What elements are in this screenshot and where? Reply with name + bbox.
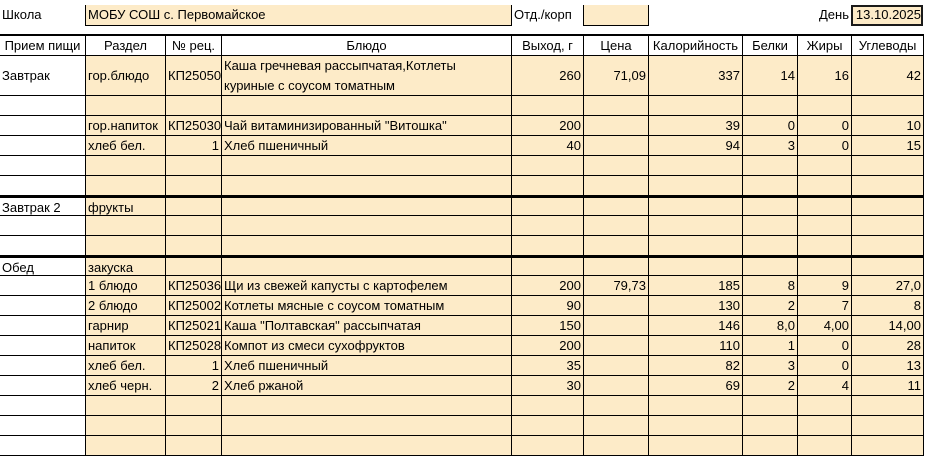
school-value[interactable]: МОБУ СОШ с. Первомайское bbox=[85, 5, 511, 26]
price-cell[interactable] bbox=[583, 236, 648, 256]
fat-cell[interactable]: 0 bbox=[797, 136, 851, 156]
section-cell[interactable]: гор.напиток bbox=[85, 116, 165, 136]
calories-cell[interactable] bbox=[648, 176, 742, 196]
carbs-cell[interactable]: 8 bbox=[851, 296, 923, 316]
protein-cell[interactable] bbox=[742, 176, 797, 196]
header-calories: Калорийность bbox=[648, 34, 742, 56]
protein-cell[interactable]: 2 bbox=[742, 296, 797, 316]
protein-cell[interactable] bbox=[742, 216, 797, 236]
carbs-cell[interactable] bbox=[851, 156, 923, 176]
recipe-number-cell[interactable]: КП25021 bbox=[165, 316, 221, 336]
recipe-number-cell[interactable] bbox=[165, 236, 221, 256]
recipe-number-cell[interactable]: КП25002 bbox=[165, 296, 221, 316]
dish-cell[interactable]: Хлеб пшеничный bbox=[221, 136, 511, 156]
price-cell[interactable] bbox=[583, 396, 648, 416]
meal-cell[interactable] bbox=[0, 216, 85, 236]
carbs-cell[interactable] bbox=[851, 396, 923, 416]
recipe-number-cell[interactable] bbox=[165, 256, 221, 276]
output-cell[interactable] bbox=[511, 196, 583, 216]
dish-cell[interactable] bbox=[221, 396, 511, 416]
dish-cell[interactable] bbox=[221, 176, 511, 196]
recipe-number-cell[interactable] bbox=[165, 216, 221, 236]
calories-cell[interactable] bbox=[648, 396, 742, 416]
section-cell[interactable] bbox=[85, 156, 165, 176]
fat-cell[interactable]: 7 bbox=[797, 296, 851, 316]
protein-cell[interactable] bbox=[742, 396, 797, 416]
meal-cell[interactable] bbox=[0, 276, 85, 296]
dish-cell[interactable] bbox=[221, 196, 511, 216]
price-cell[interactable] bbox=[583, 316, 648, 336]
protein-cell[interactable]: 0 bbox=[742, 116, 797, 136]
dish-cell[interactable]: Чай витаминизированный "Витошка" bbox=[221, 116, 511, 136]
section-cell[interactable]: гор.блюдо bbox=[85, 56, 165, 96]
recipe-number-cell[interactable] bbox=[165, 96, 221, 116]
carbs-cell[interactable] bbox=[851, 196, 923, 216]
calories-cell[interactable] bbox=[648, 416, 742, 436]
dish-cell[interactable] bbox=[221, 256, 511, 276]
carbs-cell[interactable] bbox=[851, 96, 923, 116]
price-cell[interactable]: 71,09 bbox=[583, 56, 648, 96]
header-protein: Белки bbox=[742, 34, 797, 56]
school-label: Школа bbox=[2, 7, 42, 22]
carbs-cell[interactable] bbox=[851, 236, 923, 256]
calories-cell[interactable] bbox=[648, 96, 742, 116]
recipe-number-cell[interactable]: КП25050 bbox=[165, 56, 221, 96]
recipe-number-cell[interactable]: 1 bbox=[165, 136, 221, 156]
dish-cell[interactable] bbox=[221, 156, 511, 176]
header-meal: Прием пищи bbox=[0, 34, 85, 56]
calories-cell[interactable]: 94 bbox=[648, 136, 742, 156]
section-cell[interactable]: хлеб черн. bbox=[85, 376, 165, 396]
protein-cell[interactable]: 8,0 bbox=[742, 316, 797, 336]
protein-cell[interactable] bbox=[742, 156, 797, 176]
protein-cell[interactable] bbox=[742, 196, 797, 216]
dish-cell[interactable] bbox=[221, 96, 511, 116]
price-cell[interactable] bbox=[583, 416, 648, 436]
day-label: День bbox=[648, 5, 851, 26]
protein-cell[interactable] bbox=[742, 256, 797, 276]
section-cell[interactable]: хлеб бел. bbox=[85, 136, 165, 156]
recipe-number-cell[interactable] bbox=[165, 436, 221, 456]
meal-cell[interactable] bbox=[0, 316, 85, 336]
price-cell[interactable] bbox=[583, 96, 648, 116]
section-cell[interactable]: 1 блюдо bbox=[85, 276, 165, 296]
fat-cell[interactable] bbox=[797, 156, 851, 176]
meal-cell[interactable] bbox=[0, 416, 85, 436]
recipe-number-cell[interactable]: КП25036 bbox=[165, 276, 221, 296]
fat-cell[interactable] bbox=[797, 256, 851, 276]
output-cell[interactable] bbox=[511, 216, 583, 236]
carbs-cell[interactable] bbox=[851, 256, 923, 276]
header-section: Раздел bbox=[85, 34, 165, 56]
fat-cell[interactable] bbox=[797, 96, 851, 116]
carbs-cell[interactable]: 11 bbox=[851, 376, 923, 396]
price-cell[interactable] bbox=[583, 196, 648, 216]
output-cell[interactable] bbox=[511, 256, 583, 276]
dish-cell[interactable]: Каша "Полтавская" рассыпчатая bbox=[221, 316, 511, 336]
meal-cell[interactable] bbox=[0, 96, 85, 116]
protein-cell[interactable] bbox=[742, 236, 797, 256]
fat-cell[interactable] bbox=[797, 396, 851, 416]
output-cell[interactable]: 150 bbox=[511, 316, 583, 336]
recipe-number-cell[interactable]: 1 bbox=[165, 356, 221, 376]
dept-label: Отд./корп bbox=[511, 5, 583, 26]
calories-cell[interactable] bbox=[648, 236, 742, 256]
table-right-border bbox=[923, 34, 924, 456]
calories-cell[interactable]: 130 bbox=[648, 296, 742, 316]
carbs-cell[interactable]: 27,0 bbox=[851, 276, 923, 296]
calories-cell[interactable]: 146 bbox=[648, 316, 742, 336]
carbs-cell[interactable] bbox=[851, 416, 923, 436]
protein-cell[interactable] bbox=[742, 436, 797, 456]
output-cell[interactable] bbox=[511, 416, 583, 436]
meal-cell[interactable] bbox=[0, 396, 85, 416]
dish-cell[interactable] bbox=[221, 216, 511, 236]
carbs-cell[interactable]: 14,00 bbox=[851, 316, 923, 336]
dish-cell[interactable]: Котлеты мясные с соусом томатным bbox=[221, 296, 511, 316]
meal-cell[interactable] bbox=[0, 336, 85, 356]
section-cell[interactable]: напиток bbox=[85, 336, 165, 356]
calories-cell[interactable] bbox=[648, 196, 742, 216]
carbs-cell[interactable] bbox=[851, 216, 923, 236]
price-cell[interactable] bbox=[583, 136, 648, 156]
protein-cell[interactable]: 3 bbox=[742, 356, 797, 376]
dish-cell[interactable]: Компот из смеси сухофруктов bbox=[221, 336, 511, 356]
header-output: Выход, г bbox=[511, 34, 583, 56]
dish-cell[interactable]: Щи из свежей капусты с картофелем bbox=[221, 276, 511, 296]
calories-cell[interactable] bbox=[648, 436, 742, 456]
output-cell[interactable]: 90 bbox=[511, 296, 583, 316]
output-cell[interactable]: 200 bbox=[511, 336, 583, 356]
fat-cell[interactable]: 0 bbox=[797, 116, 851, 136]
header-dish: Блюдо bbox=[221, 34, 511, 56]
recipe-number-cell[interactable]: 2 bbox=[165, 376, 221, 396]
output-cell[interactable]: 260 bbox=[511, 56, 583, 96]
protein-cell[interactable]: 3 bbox=[742, 136, 797, 156]
section-cell[interactable] bbox=[85, 96, 165, 116]
output-cell[interactable]: 40 bbox=[511, 136, 583, 156]
output-cell[interactable]: 35 bbox=[511, 356, 583, 376]
fat-cell[interactable]: 9 bbox=[797, 276, 851, 296]
fat-cell[interactable]: 4 bbox=[797, 376, 851, 396]
dish-cell[interactable]: Хлеб пшеничный bbox=[221, 356, 511, 376]
price-cell[interactable] bbox=[583, 176, 648, 196]
fat-cell[interactable]: 16 bbox=[797, 56, 851, 96]
price-cell[interactable] bbox=[583, 356, 648, 376]
dish-cell[interactable] bbox=[221, 236, 511, 256]
price-cell[interactable] bbox=[583, 216, 648, 236]
carbs-cell[interactable]: 10 bbox=[851, 116, 923, 136]
meal-cell[interactable] bbox=[0, 376, 85, 396]
meal-cell[interactable] bbox=[0, 236, 85, 256]
meal-cell[interactable] bbox=[0, 356, 85, 376]
meal-cell[interactable]: Завтрак 2 bbox=[0, 196, 85, 216]
section-cell[interactable] bbox=[85, 436, 165, 456]
fat-cell[interactable] bbox=[797, 236, 851, 256]
meal-cell[interactable]: Обед bbox=[0, 256, 85, 276]
protein-cell[interactable]: 1 bbox=[742, 336, 797, 356]
output-cell[interactable] bbox=[511, 396, 583, 416]
fat-cell[interactable]: 0 bbox=[797, 356, 851, 376]
section-cell[interactable]: закуска bbox=[85, 256, 165, 276]
price-cell[interactable] bbox=[583, 336, 648, 356]
fat-cell[interactable] bbox=[797, 436, 851, 456]
header-carbs: Углеводы bbox=[851, 34, 923, 56]
section-cell[interactable]: 2 блюдо bbox=[85, 296, 165, 316]
section-cell[interactable] bbox=[85, 236, 165, 256]
calories-cell[interactable]: 110 bbox=[648, 336, 742, 356]
output-cell[interactable] bbox=[511, 176, 583, 196]
meal-cell[interactable] bbox=[0, 136, 85, 156]
section-cell[interactable]: гарнир bbox=[85, 316, 165, 336]
price-cell[interactable] bbox=[583, 436, 648, 456]
carbs-cell[interactable] bbox=[851, 176, 923, 196]
output-cell[interactable]: 30 bbox=[511, 376, 583, 396]
protein-cell[interactable]: 14 bbox=[742, 56, 797, 96]
header-fat: Жиры bbox=[797, 34, 851, 56]
header-price: Цена bbox=[583, 34, 648, 56]
recipe-number-cell[interactable]: КП25028 bbox=[165, 336, 221, 356]
carbs-cell[interactable]: 42 bbox=[851, 56, 923, 96]
fat-cell[interactable]: 0 bbox=[797, 336, 851, 356]
recipe-number-cell[interactable] bbox=[165, 396, 221, 416]
meal-cell[interactable] bbox=[0, 436, 85, 456]
meal-cell[interactable] bbox=[0, 176, 85, 196]
fat-cell[interactable] bbox=[797, 176, 851, 196]
price-cell[interactable] bbox=[583, 256, 648, 276]
dish-cell[interactable] bbox=[221, 436, 511, 456]
section-cell[interactable]: фрукты bbox=[85, 196, 165, 216]
fat-cell[interactable] bbox=[797, 416, 851, 436]
calories-cell[interactable]: 337 bbox=[648, 56, 742, 96]
recipe-number-cell[interactable]: КП25030 bbox=[165, 116, 221, 136]
fat-cell[interactable] bbox=[797, 196, 851, 216]
dept-value[interactable] bbox=[583, 5, 648, 26]
calories-cell[interactable] bbox=[648, 256, 742, 276]
price-cell[interactable] bbox=[583, 296, 648, 316]
price-cell[interactable]: 79,73 bbox=[583, 276, 648, 296]
dish-cell[interactable]: Каша гречневая рассыпчатая,Котлеты куриные с соусом томатным bbox=[221, 56, 511, 96]
output-cell[interactable] bbox=[511, 436, 583, 456]
carbs-cell[interactable]: 15 bbox=[851, 136, 923, 156]
carbs-cell[interactable] bbox=[851, 436, 923, 456]
calories-cell[interactable]: 39 bbox=[648, 116, 742, 136]
recipe-number-cell[interactable] bbox=[165, 176, 221, 196]
output-cell[interactable]: 200 bbox=[511, 116, 583, 136]
protein-cell[interactable] bbox=[742, 96, 797, 116]
price-cell[interactable] bbox=[583, 156, 648, 176]
calories-cell[interactable]: 69 bbox=[648, 376, 742, 396]
day-value[interactable]: 13.10.2025 bbox=[851, 5, 923, 26]
meal-cell[interactable] bbox=[0, 116, 85, 136]
protein-cell[interactable] bbox=[742, 416, 797, 436]
section-cell[interactable] bbox=[85, 176, 165, 196]
carbs-cell[interactable]: 28 bbox=[851, 336, 923, 356]
calories-cell[interactable] bbox=[648, 216, 742, 236]
calories-cell[interactable] bbox=[648, 156, 742, 176]
output-cell[interactable] bbox=[511, 156, 583, 176]
meal-cell[interactable] bbox=[0, 296, 85, 316]
output-cell[interactable] bbox=[511, 236, 583, 256]
protein-cell[interactable]: 2 bbox=[742, 376, 797, 396]
calories-cell[interactable]: 82 bbox=[648, 356, 742, 376]
output-cell[interactable] bbox=[511, 96, 583, 116]
section-cell[interactable] bbox=[85, 396, 165, 416]
price-cell[interactable] bbox=[583, 376, 648, 396]
fat-cell[interactable] bbox=[797, 216, 851, 236]
dish-cell[interactable]: Хлеб ржаной bbox=[221, 376, 511, 396]
price-cell[interactable] bbox=[583, 116, 648, 136]
header-recipe-number: № рец. bbox=[165, 34, 221, 56]
meal-cell[interactable] bbox=[0, 156, 85, 176]
section-cell[interactable]: хлеб бел. bbox=[85, 356, 165, 376]
calories-cell[interactable]: 185 bbox=[648, 276, 742, 296]
meal-cell[interactable]: Завтрак bbox=[0, 56, 85, 96]
dish-cell[interactable] bbox=[221, 416, 511, 436]
recipe-number-cell[interactable] bbox=[165, 156, 221, 176]
recipe-number-cell[interactable] bbox=[165, 416, 221, 436]
protein-cell[interactable]: 8 bbox=[742, 276, 797, 296]
section-cell[interactable] bbox=[85, 416, 165, 436]
fat-cell[interactable]: 4,00 bbox=[797, 316, 851, 336]
output-cell[interactable]: 200 bbox=[511, 276, 583, 296]
recipe-number-cell[interactable] bbox=[165, 196, 221, 216]
section-cell[interactable] bbox=[85, 216, 165, 236]
carbs-cell[interactable]: 13 bbox=[851, 356, 923, 376]
